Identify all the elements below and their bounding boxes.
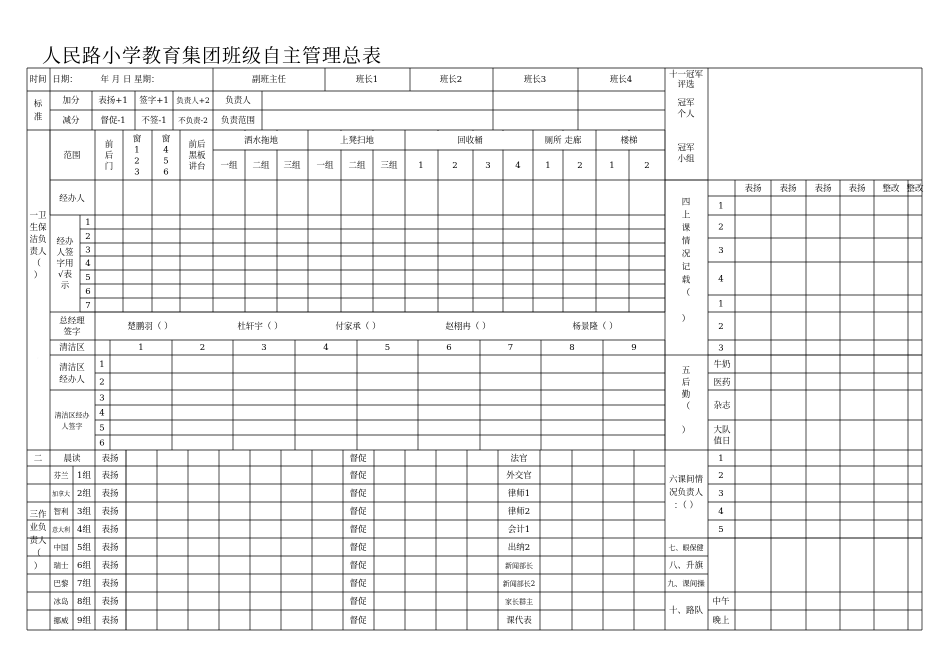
date-label: 日期： (52, 75, 78, 85)
window-456-label: 窗 4 5 6 (161, 134, 171, 178)
class-record-col: 表扬 (814, 184, 832, 194)
group-role: 律师1 (507, 489, 531, 499)
table-grid (27, 68, 922, 630)
sub-item: 不负责-2 (178, 116, 208, 125)
area-row-num: 3 (99, 393, 105, 404)
homework-urge: 督促 (349, 471, 367, 481)
manager-name: 楚鹏羽（ ） (127, 322, 173, 332)
logistics-item: 牛奶 (713, 360, 731, 370)
noon-label: 中午 (712, 597, 730, 607)
group-number: 8组 (77, 597, 91, 607)
manager-sign-label: 总经理签字 (59, 316, 85, 338)
homework-praise: 表扬 (101, 597, 119, 607)
homework-urge: 督促 (349, 579, 367, 589)
homework-praise: 表扬 (101, 616, 119, 626)
sub-item: 不签-1 (141, 116, 167, 126)
group-number: 7组 (77, 579, 91, 589)
area-num: 3 (261, 343, 267, 353)
homework-praise: 表扬 (101, 543, 119, 553)
road-label: 十、路队 (668, 606, 704, 616)
group-number: 3组 (77, 507, 91, 517)
homework-praise: 表扬 (101, 579, 119, 589)
group-label: 二组 (252, 161, 270, 171)
group-number: 4组 (77, 525, 91, 535)
monitor-label: 班长4 (609, 75, 633, 85)
recess-row: 1 (718, 454, 724, 464)
hygiene-section-close (38, 357, 40, 359)
add-item: 表扬+1 (98, 96, 128, 106)
page-title: 人民路小学教育集团班级自主管理总表 (42, 45, 383, 67)
sign-row-num: 4 (85, 259, 91, 269)
group-number: 5组 (77, 543, 91, 553)
clean-area-label: 清洁区 (59, 343, 85, 353)
area-num: 6 (446, 343, 452, 353)
sprinkle-label: 洒水拖地 (243, 136, 279, 146)
bucket-num: 4 (515, 161, 521, 171)
monitor-label: 班长3 (523, 75, 547, 85)
group-role: 外交官 (506, 471, 532, 481)
group-label: 一组 (220, 161, 238, 171)
champion-group-label: 冠军小组 (677, 143, 695, 165)
toilet-num: 2 (577, 161, 583, 171)
toilet-corridor-label: 厕所 走廊 (544, 136, 582, 146)
ymd-label: 年 月 日 星期： (100, 75, 160, 85)
reading-number: 二 (33, 454, 43, 464)
logistics-label: 五后勤（ ） (681, 366, 691, 436)
flag-label: 八、升旗 (668, 561, 704, 571)
group-country: 瑞士 (53, 561, 69, 570)
homework-urge: 督促 (349, 597, 367, 607)
homework-urge: 督促 (349, 616, 367, 626)
manager-name: 杜轩宇（ ） (237, 322, 283, 332)
add-item: 负责人+2 (176, 96, 210, 105)
class-record-row: 2 (718, 322, 724, 332)
class-record-col: 表扬 (744, 184, 762, 194)
reading-urge: 督促 (349, 454, 367, 464)
homework-praise: 表扬 (101, 507, 119, 517)
group-country: 加拿大 (51, 491, 71, 498)
class-record-label: 四上课情况记载（ ） (681, 197, 691, 325)
sub-item: 督促-1 (100, 116, 126, 126)
champion-person-label: 冠军个人 (677, 98, 695, 120)
homework-section-label: 三作业负责人（ ） (29, 510, 47, 572)
group-country: 巴黎 (53, 579, 69, 588)
logistics-item: 杂志 (713, 401, 731, 411)
area-row-num: 4 (99, 408, 105, 419)
eleven-champion-label: 十一冠军评选 (668, 70, 704, 90)
front-back-door-label: 前后门 (104, 140, 114, 172)
logistics-item: 大队值日 (713, 425, 731, 447)
group-country: 意大利 (51, 527, 71, 534)
bucket-label: 回收桶 (457, 136, 483, 146)
area-num: 5 (384, 343, 391, 353)
bucket-num: 1 (418, 161, 424, 171)
homework-praise: 表扬 (101, 471, 119, 481)
deputy-label: 副班主任 (251, 75, 287, 85)
stools-label: 上凳扫地 (339, 136, 375, 146)
area-num: 2 (199, 343, 206, 353)
homework-urge: 督促 (349, 543, 367, 553)
time-label: 时间 (29, 75, 47, 85)
recess-row: 4 (718, 507, 724, 517)
range-label: 范围 (63, 151, 81, 161)
sign-row-num: 7 (85, 301, 91, 311)
sign-row-num: 1 (85, 218, 91, 228)
reading-judge: 法官 (510, 454, 528, 464)
group-role: 课代表 (506, 616, 532, 626)
group-role: 出纳2 (507, 543, 531, 553)
recess-row: 2 (718, 471, 724, 481)
sign-row-num: 6 (85, 287, 91, 297)
group-country: 中国 (53, 543, 69, 552)
area-row-num: 6 (99, 438, 105, 449)
area-num: 9 (631, 343, 637, 353)
group-label: 二组 (348, 161, 366, 171)
area-handler-label: 清洁区经办人 (59, 363, 85, 385)
group-country: 冰岛 (53, 597, 69, 606)
homework-urge: 督促 (349, 561, 367, 571)
area-num: 1 (138, 343, 144, 353)
group-number: 2组 (77, 489, 91, 499)
monitor-label: 班长2 (439, 75, 463, 85)
recess-label: 六课间情况负责人：（ ） (668, 475, 704, 511)
add-item: 签字+1 (139, 96, 169, 106)
class-record-row: 3 (718, 246, 724, 256)
group-role: 家长群主 (505, 598, 533, 606)
sign-row-num: 3 (85, 245, 91, 256)
area-row-num: 5 (99, 423, 105, 434)
manager-name: 杨景隆（ ） (572, 322, 618, 332)
homework-praise: 表扬 (101, 561, 119, 571)
group-country: 芬兰 (53, 471, 69, 480)
group-number: 9组 (77, 616, 91, 626)
group-number: 6组 (77, 561, 91, 571)
area-num: 4 (323, 343, 329, 353)
class-record-row: 4 (718, 274, 724, 285)
stairs-num: 1 (609, 161, 615, 171)
class-record-row: 1 (718, 201, 724, 212)
sign-row-num: 5 (85, 273, 91, 283)
group-label: 三组 (283, 161, 301, 171)
class-record-row: 3 (718, 343, 724, 354)
sign-note-label: 经办人签字用√表示 (56, 237, 74, 291)
group-label: 三组 (380, 161, 398, 171)
area-num: 7 (507, 343, 514, 353)
group-role: 律师2 (507, 507, 531, 517)
class-record-row: 1 (718, 299, 724, 310)
evening-label: 晚上 (712, 616, 730, 626)
bucket-num: 2 (452, 161, 458, 171)
area-sign-label: 清洁区经办人签字 (54, 411, 90, 431)
blackboard-label: 前后黑板讲台 (188, 140, 206, 172)
add-label: 加分 (62, 96, 80, 106)
recess-row: 5 (718, 525, 724, 535)
bucket-num: 3 (485, 161, 491, 171)
owner-label: 负责人 (225, 96, 251, 106)
group-country: 挪威 (53, 616, 69, 625)
homework-praise: 表扬 (101, 525, 119, 535)
class-record-col: 表扬 (848, 184, 866, 194)
standard-label: 标准 (33, 99, 43, 123)
table-labels (29, 69, 924, 626)
class-record-col: 整改 (882, 184, 900, 194)
toilet-num: 1 (545, 161, 551, 171)
stairs-label: 楼梯 (620, 136, 638, 146)
sign-row-num: 2 (85, 232, 91, 242)
group-country: 智利 (53, 507, 69, 516)
homework-urge: 督促 (349, 525, 367, 535)
stairs-num: 2 (644, 161, 650, 171)
group-label: 一组 (316, 161, 334, 171)
window-123-label: 窗 1 2 3 (132, 134, 142, 178)
reading-label: 晨读 (63, 454, 81, 464)
area-row-num: 1 (99, 360, 105, 370)
sub-label: 减分 (62, 116, 80, 126)
handler-label: 经办人 (59, 194, 85, 204)
group-role: 新闻部长2 (502, 580, 536, 588)
class-record-col: 整改 (906, 184, 924, 194)
class-record-row: 2 (718, 222, 724, 233)
group-role: 会计1 (507, 525, 531, 535)
group-role: 新闻部长 (505, 562, 533, 570)
monitor-label: 班长1 (355, 75, 379, 85)
eye-exercise-label: 七、眼保健 (668, 544, 704, 552)
logistics-item: 医药 (713, 378, 731, 388)
manager-name: 赵栩冉（ ） (445, 322, 491, 332)
exercise-label: 九、课间操 (667, 579, 705, 588)
class-record-col: 表扬 (779, 184, 797, 194)
reading-praise: 表扬 (101, 454, 119, 464)
manager-name: 付家承（ ） (335, 322, 381, 332)
homework-urge: 督促 (349, 507, 367, 517)
recess-row: 3 (718, 489, 724, 499)
homework-praise: 表扬 (101, 489, 119, 499)
hygiene-section-label: 一卫生保洁负责人（ ） (29, 211, 47, 281)
area-num: 8 (569, 343, 575, 353)
area-row-num: 2 (99, 377, 105, 388)
homework-urge: 督促 (349, 489, 367, 499)
scope-label: 负责范围 (220, 116, 256, 126)
group-number: 1组 (77, 471, 91, 481)
